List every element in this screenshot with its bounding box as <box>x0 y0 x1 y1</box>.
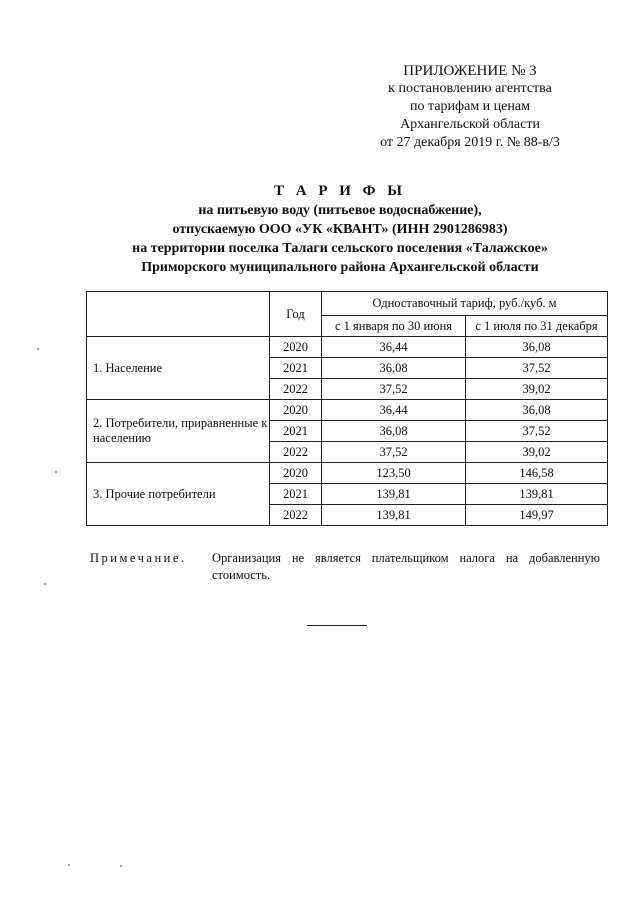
tariff-value-h2: 36,08 <box>466 337 608 358</box>
appendix-line: к постановлению агентства <box>388 81 552 96</box>
document-title: Т А Р И Ф Ы <box>273 183 407 199</box>
category-cell: 3. Прочие потребители <box>87 463 270 526</box>
tariff-value-h2: 36,08 <box>466 400 608 421</box>
year-cell: 2022 <box>270 379 322 400</box>
header-empty-cell <box>87 292 270 337</box>
tariff-value-h2: 37,52 <box>466 358 608 379</box>
year-header: Год <box>270 292 322 337</box>
scan-speck <box>37 348 39 350</box>
heading-line: на питьевую воду (питьевое водоснабжение), <box>198 203 482 218</box>
tariff-value-h1: 36,08 <box>322 421 466 442</box>
tariff-value-h2: 39,02 <box>466 379 608 400</box>
category-cell: 2. Потребители, приравненные к населению <box>87 400 270 463</box>
tariff-value-h1: 36,44 <box>322 337 466 358</box>
table-row <box>87 337 608 358</box>
appendix-line: по тарифам и ценам <box>410 99 530 114</box>
table-row <box>87 400 608 421</box>
heading-line: отпускаемую ООО «УК «КВАНТ» (ИНН 2901286983) <box>172 222 508 237</box>
tariff-value-h2: 149,97 <box>466 505 608 526</box>
tariff-value-h2: 37,52 <box>466 421 608 442</box>
tariff-value-h1: 139,81 <box>322 484 466 505</box>
tariff-value-h1: 37,52 <box>322 442 466 463</box>
tariff-value-h2: 139,81 <box>466 484 608 505</box>
year-cell: 2022 <box>270 442 322 463</box>
tariff-value-h1: 37,52 <box>322 379 466 400</box>
scan-speck <box>68 864 70 866</box>
tariff-value-h2: 39,02 <box>466 442 608 463</box>
note-text: Организация не является плательщиком налога на добавленную стоимость. <box>212 551 600 582</box>
appendix-title: ПРИЛОЖЕНИЕ № 3 <box>403 63 537 79</box>
year-cell: 2021 <box>270 421 322 442</box>
tariff-value-h1: 36,44 <box>322 400 466 421</box>
closing-separator-line <box>307 625 367 626</box>
tariff-table <box>86 291 608 526</box>
appendix-line: Архангельской области <box>400 117 540 132</box>
tariff-value-h2: 146,58 <box>466 463 608 484</box>
document-heading <box>80 182 600 277</box>
table-row <box>87 463 608 484</box>
year-cell: 2021 <box>270 484 322 505</box>
year-cell: 2020 <box>270 400 322 421</box>
note-label: Примечание. <box>90 551 187 565</box>
tariff-value-h1: 36,08 <box>322 358 466 379</box>
appendix-block <box>340 62 600 152</box>
tariff-header: Одноставочный тариф, руб./куб. м <box>322 292 608 316</box>
period-header-1: с 1 января по 30 июня <box>322 316 466 337</box>
year-cell: 2021 <box>270 358 322 379</box>
period-header-2: с 1 июля по 31 декабря <box>466 316 608 337</box>
tariff-value-h1: 139,81 <box>322 505 466 526</box>
year-cell: 2020 <box>270 463 322 484</box>
tariff-value-h1: 123,50 <box>322 463 466 484</box>
year-cell: 2020 <box>270 337 322 358</box>
category-cell: 1. Население <box>87 337 270 400</box>
scan-speck <box>44 583 46 585</box>
scan-speck <box>120 865 122 867</box>
scan-speck <box>55 471 57 473</box>
appendix-line: от 27 декабря 2019 г. № 88-в/3 <box>380 135 560 150</box>
heading-line: Приморского муниципального района Архангельской области <box>141 260 539 275</box>
heading-line: на территории поселка Талаги сельского поселения «Талажское» <box>132 241 548 256</box>
year-cell: 2022 <box>270 505 322 526</box>
